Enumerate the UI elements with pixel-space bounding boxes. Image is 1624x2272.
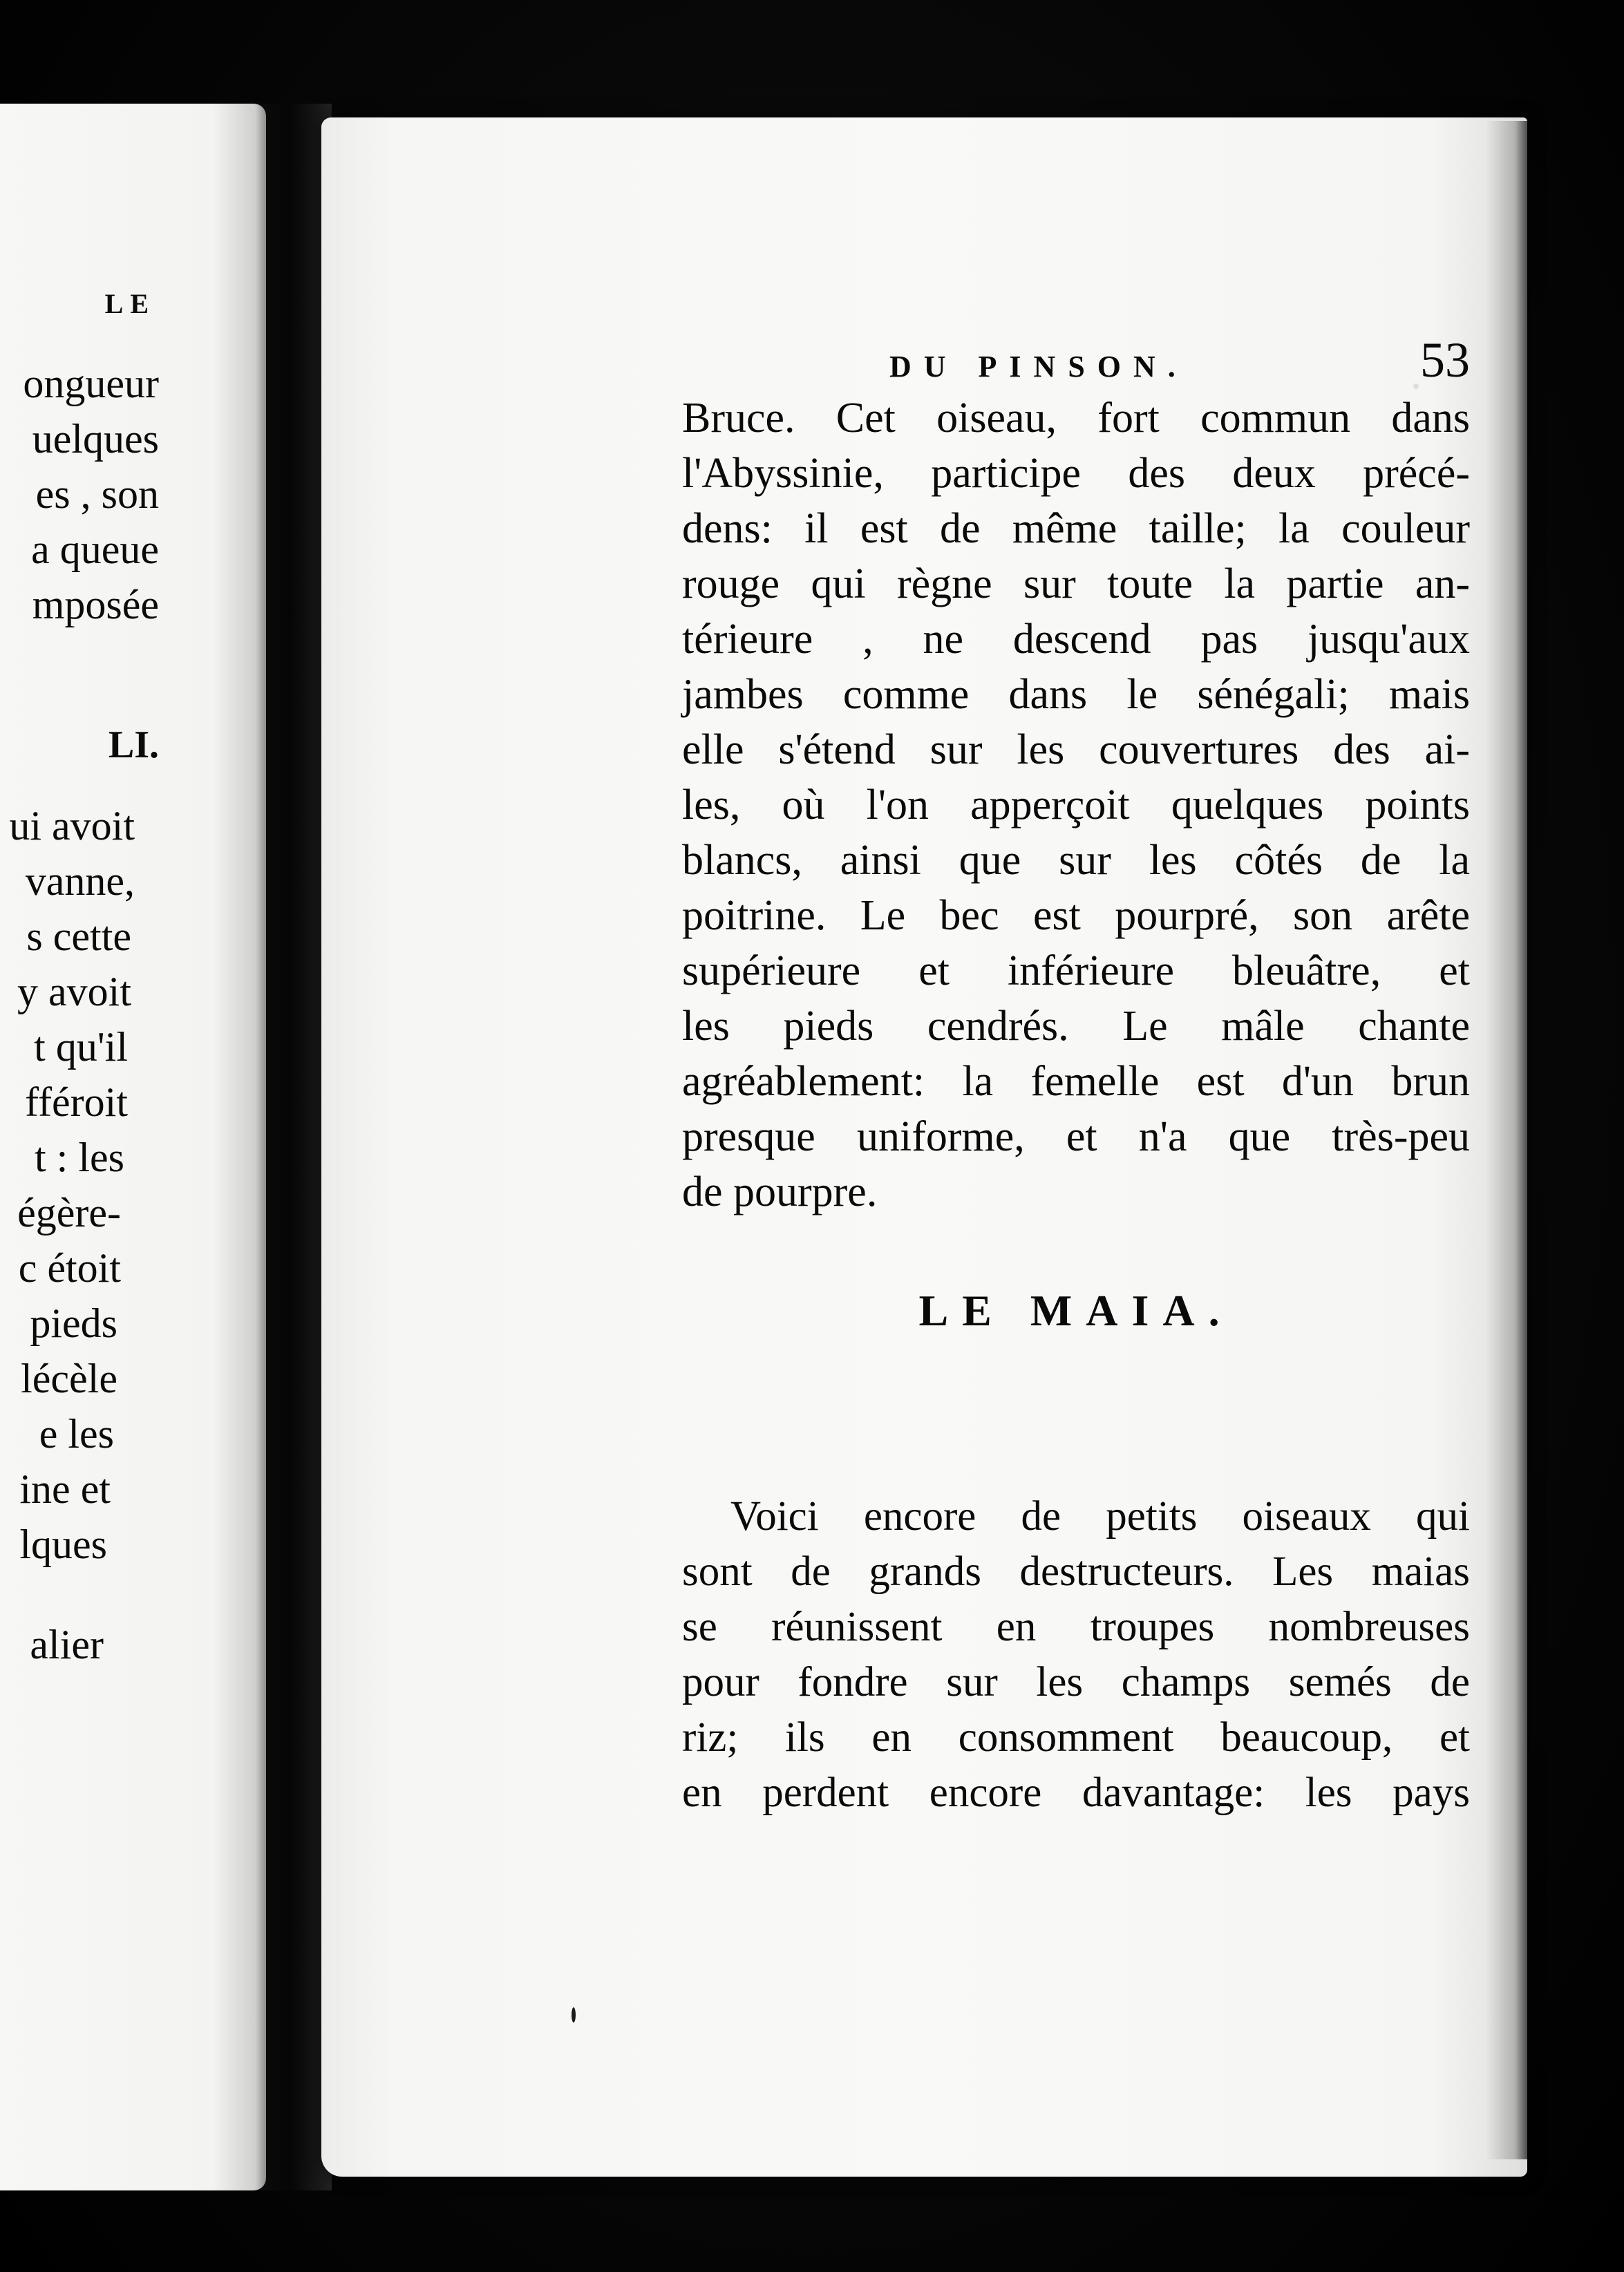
left-fragment: alier [30,1622,104,1667]
running-head [682,332,1470,394]
left-fragment: lécèle [21,1356,117,1401]
text-line: riz; ils en consomment beaucoup, et [682,1714,1470,1761]
text-line: elle s'étend sur les couvertures des ai- [682,726,1470,773]
left-fragment: lques [19,1522,107,1567]
left-fragment: mposée [32,582,159,627]
left-facing-page [0,104,266,2190]
left-fragment: vanne, [25,858,135,904]
left-fragment: es , son [35,471,159,517]
text-line: dens: il est de même taille; la couleur [682,505,1470,552]
text-line: rouge qui règne sur toute la partie an- [682,560,1470,607]
ink-speck [572,2007,576,2023]
page-number: 53 [1420,332,1470,388]
left-fragment: t : les [35,1135,124,1180]
left-fragment: ongueur [23,361,159,406]
text-line: de pourpre. [682,1168,878,1215]
text-line: jambes comme dans le sénégali; mais [682,671,1470,718]
left-fragment: t qu'il [34,1024,128,1070]
left-fragment: ui avoit [9,803,135,849]
text-line: se réunissent en troupes nombreuses [682,1604,1470,1650]
left-fragment: c étoit [18,1245,121,1291]
main-page [321,117,1527,2177]
paragraph-2 [682,1489,1470,1821]
text-line: en perdent encore davantage: les pays [682,1770,1470,1816]
text-line: l'Abyssinie, participe des deux précé- [682,450,1470,497]
left-fragment: a queue [31,527,159,572]
left-fragment: LI. [108,723,159,766]
left-fragment: e les [39,1411,114,1457]
left-fragment: fféroit [25,1079,128,1125]
text-line: Bruce. Cet oiseau, fort commun dans [682,395,1470,442]
text-line: les, où l'on apperçoit quelques points [682,782,1470,829]
text-line: les pieds cendrés. Le mâle chante [682,1003,1470,1050]
text-line: agréablement: la femelle est d'un brun [682,1058,1470,1105]
left-fragment: LE [104,288,155,319]
text-line: Voici encore de petits oiseaux qui [730,1493,1470,1540]
left-fragment: uelques [32,416,159,462]
left-fragment: y avoit [17,969,131,1014]
left-fragment: ine et [19,1466,111,1512]
running-title: DU PINSON. [889,350,1188,384]
text-line: sont de grands destructeurs. Les maias [682,1549,1470,1595]
text-line: pour fondre sur les champs semés de [682,1659,1470,1705]
left-fragment: pieds [30,1300,117,1346]
text-line: poitrine. Le bec est pourpré, son arête [682,892,1470,939]
left-fragment: égère- [17,1190,121,1236]
dust-speck [1413,384,1419,389]
text-line: blancs, ainsi que sur les côtés de la [682,837,1470,884]
text-line: supérieure et inférieure bleuâtre, et [682,947,1470,994]
paragraph-1 [682,390,1470,1220]
left-fragment: s cette [26,913,131,959]
text-line: térieure , ne descend pas jusqu'aux [682,616,1470,663]
text-line: presque uniforme, et n'a que très-peu [682,1113,1470,1160]
section-heading: LE MAIA. [918,1286,1234,1335]
